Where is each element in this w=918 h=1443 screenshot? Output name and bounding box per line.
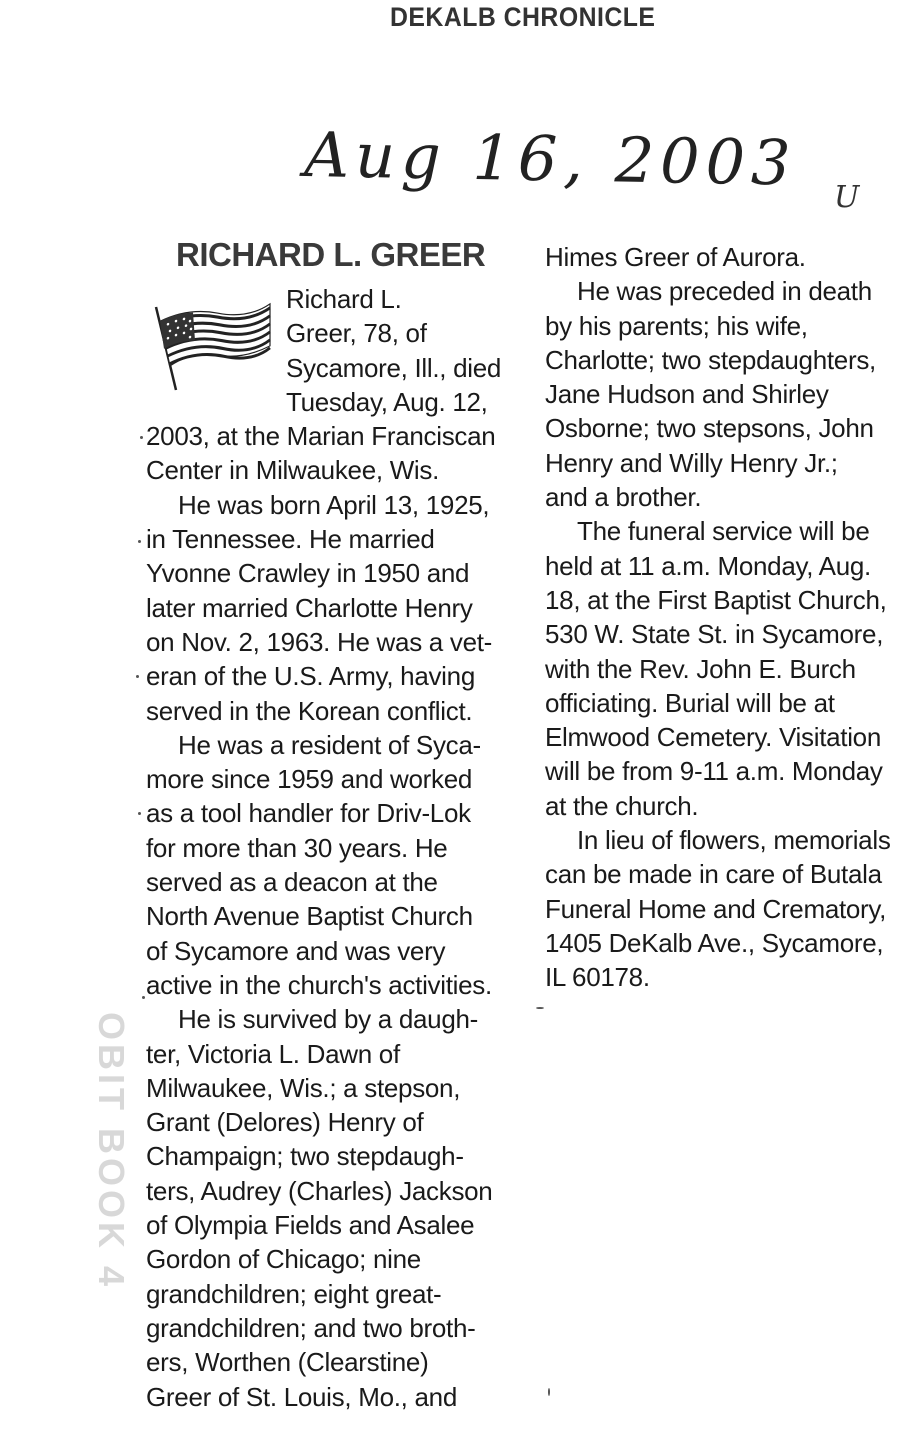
text-line: held at 11 a.m. Monday, Aug. — [545, 550, 871, 581]
text-line: Greer of St. Louis, Mo., and — [146, 1381, 457, 1412]
text-line: North Avenue Baptist Church — [146, 901, 473, 932]
text-line: for more than 30 years. He — [146, 832, 448, 863]
text-line: by his parents; his wife, — [545, 310, 808, 341]
obituary-right-column — [545, 240, 915, 995]
text-line: more since 1959 and worked — [146, 764, 473, 795]
handwritten-mark: U — [834, 180, 860, 215]
text-line: Funeral Home and Crematory, — [545, 893, 887, 924]
text-line: 530 W. State St. in Sycamore, — [545, 619, 884, 650]
text-line: He is survived by a daugh- — [178, 1004, 479, 1035]
handwritten-date: Aug 16, 2003 — [303, 118, 798, 200]
text-line: Tuesday, Aug. 12, — [286, 386, 488, 417]
text-line: served in the Korean conflict. — [146, 695, 473, 726]
text-line: 18, at the First Baptist Church, — [545, 584, 887, 615]
text-line: Richard L. — [286, 284, 402, 314]
text-line: 2003, at the Marian Franciscan — [146, 421, 496, 452]
text-line: In lieu of flowers, memorials — [577, 825, 891, 856]
text-line: at the church. — [545, 790, 699, 821]
text-line: IL 60178. — [545, 962, 650, 993]
text-line: on Nov. 2, 1963. He was a vet- — [146, 626, 493, 657]
text-line: Milwaukee, Wis.; a stepson, — [146, 1072, 461, 1103]
text-line: He was preceded in death — [577, 276, 872, 307]
text-line: grandchildren; eight great- — [146, 1278, 442, 1309]
obituary-left-column — [146, 282, 521, 1414]
scan-speck — [142, 996, 145, 999]
text-line: Grant (Delores) Henry of — [146, 1107, 424, 1138]
text-line: Himes Greer of Aurora. — [545, 242, 806, 272]
text-line: ers, Worthen (Clearstine) — [146, 1347, 429, 1378]
text-line: He was born April 13, 1925, — [178, 489, 490, 520]
text-line: served as a deacon at the — [146, 867, 438, 898]
obituary-headline: RICHARD L. GREER — [176, 236, 486, 273]
scan-speck — [136, 675, 139, 678]
text-line: Sycamore, Ill., died — [286, 352, 502, 383]
text-line: Henry and Willy Henry Jr.; — [545, 447, 838, 478]
text-line: and a brother. — [545, 482, 702, 513]
text-line: Charlotte; two stepdaughters, — [545, 344, 876, 375]
text-line: of Sycamore and was very — [146, 935, 446, 966]
scan-speck — [548, 1388, 550, 1396]
text-line: later married Charlotte Henry — [146, 592, 473, 623]
text-line: 1405 DeKalb Ave., Sycamore, — [545, 927, 884, 958]
text-line: in Tennessee. He married — [146, 524, 435, 555]
scan-speck — [536, 1007, 544, 1009]
text-line: Greer, 78, of — [286, 318, 427, 349]
scan-speck — [138, 540, 141, 543]
scan-speck — [138, 812, 141, 815]
text-line: Jane Hudson and Shirley — [545, 379, 829, 410]
text-line: active in the church's activities. — [146, 969, 492, 1000]
text-line: as a tool handler for Driv-Lok — [146, 798, 471, 829]
text-line: Elmwood Cemetery. Visitation — [545, 722, 881, 753]
text-line: Center in Milwaukee, Wis. — [146, 455, 440, 486]
text-line: The funeral service will be — [577, 516, 870, 547]
text-line: officiating. Burial will be at — [545, 687, 835, 718]
text-line: of Olympia Fields and Asalee — [146, 1210, 475, 1241]
newspaper-masthead: DEKALB CHRONICLE — [390, 2, 656, 32]
text-line: grandchildren; and two broth- — [146, 1312, 476, 1343]
text-line: Champaign; two stepdaugh- — [146, 1141, 464, 1172]
text-line: He was a resident of Syca- — [178, 729, 481, 760]
text-line: Yvonne Crawley in 1950 and — [146, 558, 470, 589]
text-line: eran of the U.S. Army, having — [146, 661, 475, 692]
text-line: Gordon of Chicago; nine — [146, 1244, 421, 1275]
text-line: will be from 9-11 a.m. Monday — [545, 756, 883, 787]
text-line: ters, Audrey (Charles) Jackson — [146, 1175, 493, 1206]
text-line: Osborne; two stepsons, John — [545, 413, 874, 444]
scan-speck — [140, 436, 143, 439]
text-line: ter, Victoria L. Dawn of — [146, 1038, 400, 1069]
side-stamp: OBIT BOOK 4 — [91, 1011, 133, 1291]
text-line: with the Rev. John E. Burch — [545, 653, 856, 684]
text-line: can be made in care of Butala — [545, 859, 882, 890]
